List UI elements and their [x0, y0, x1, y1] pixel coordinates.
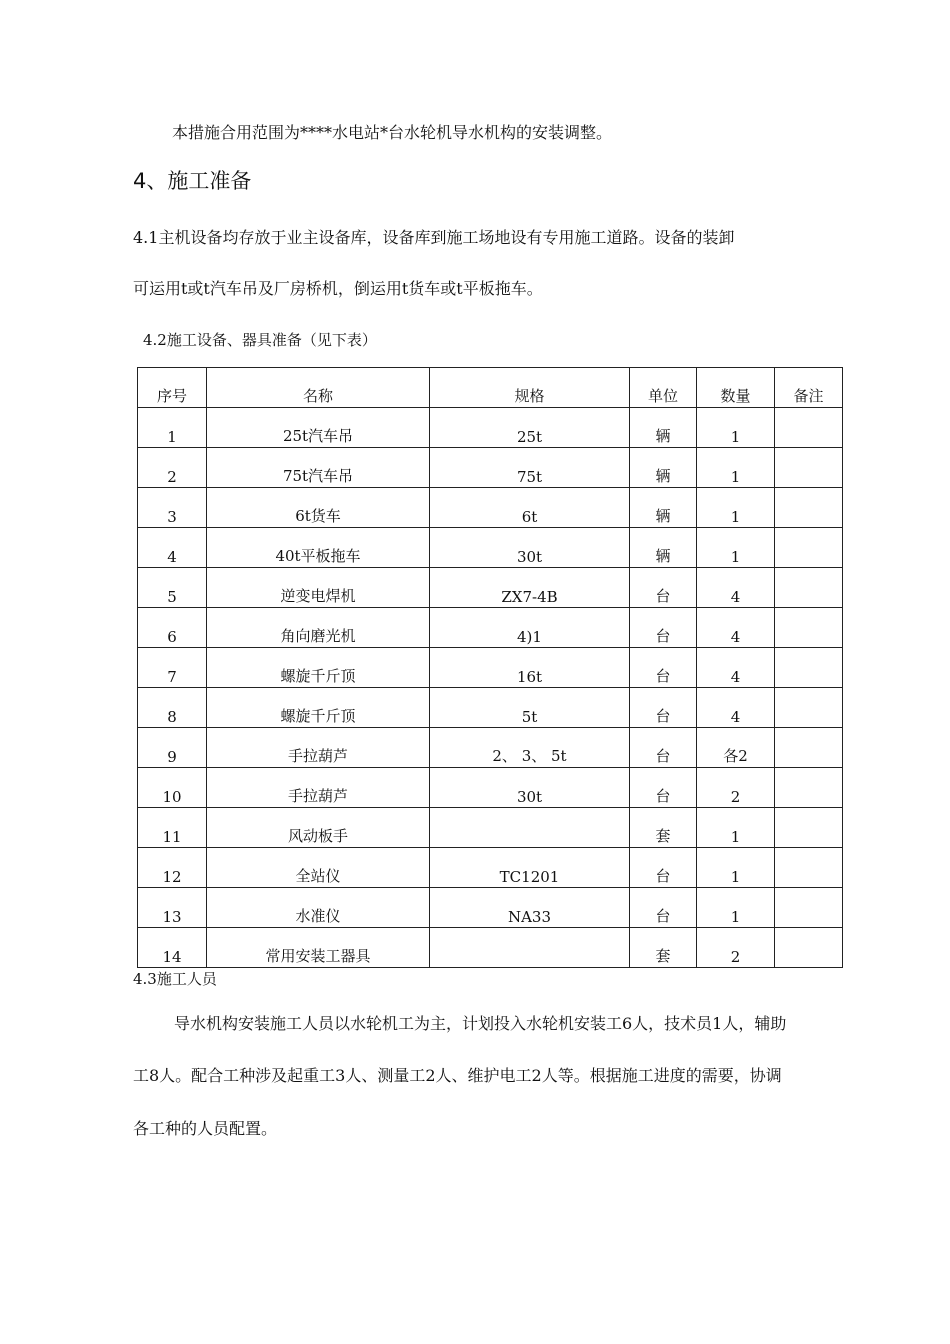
cell-spec: 5t [430, 688, 630, 728]
cell-index: 4 [138, 528, 207, 568]
cell-quantity: 1 [697, 808, 775, 848]
cell-unit: 台 [630, 888, 697, 928]
cell-unit: 台 [630, 728, 697, 768]
cell-remarks [775, 448, 843, 488]
cell-name: 螺旋千斤顶 [207, 648, 430, 688]
section-heading: 4、施工准备 [133, 169, 252, 193]
table-row [138, 688, 843, 728]
cell-spec: 75t [430, 448, 630, 488]
cell-spec: 30t [430, 528, 630, 568]
cell-unit: 套 [630, 808, 697, 848]
paragraph-4-2-caption: 4.2施工设备、器具准备（见下表） [143, 331, 377, 349]
cell-index: 14 [138, 928, 207, 968]
cell-index: 1 [138, 408, 207, 448]
paragraph-4-1-line-2: 可运用t或t汽车吊及厂房桥机，倒运用t货车或t平板拖车。 [133, 279, 543, 298]
header-quantity: 数量 [697, 368, 775, 408]
cell-unit: 台 [630, 568, 697, 608]
header-spec: 规格 [430, 368, 630, 408]
cell-name: 逆变电焊机 [207, 568, 430, 608]
table-row [138, 808, 843, 848]
cell-quantity: 2 [697, 768, 775, 808]
table-row [138, 728, 843, 768]
cell-spec: 30t [430, 768, 630, 808]
cell-name: 75t汽车吊 [207, 448, 430, 488]
table-row [138, 848, 843, 888]
cell-quantity: 1 [697, 888, 775, 928]
table-header-row [138, 368, 843, 408]
cell-quantity: 1 [697, 448, 775, 488]
cell-quantity: 2 [697, 928, 775, 968]
header-unit: 单位 [630, 368, 697, 408]
cell-index: 9 [138, 728, 207, 768]
cell-spec: ZX7-4B [430, 568, 630, 608]
cell-remarks [775, 888, 843, 928]
cell-quantity: 4 [697, 688, 775, 728]
table-row [138, 888, 843, 928]
cell-name: 风动板手 [207, 808, 430, 848]
table-row [138, 608, 843, 648]
table-row [138, 448, 843, 488]
header-index: 序号 [138, 368, 207, 408]
cell-name: 全站仪 [207, 848, 430, 888]
cell-index: 13 [138, 888, 207, 928]
paragraph-4-3-heading: 4.3施工人员 [133, 970, 217, 988]
cell-remarks [775, 528, 843, 568]
cell-unit: 辆 [630, 448, 697, 488]
scope-paragraph: 本措施合用范围为****水电站*台水轮机导水机构的安装调整。 [172, 123, 613, 142]
cell-remarks [775, 768, 843, 808]
cell-name: 螺旋千斤顶 [207, 688, 430, 728]
cell-spec: NA33 [430, 888, 630, 928]
cell-spec: 16t [430, 648, 630, 688]
cell-unit: 台 [630, 688, 697, 728]
cell-unit: 台 [630, 848, 697, 888]
cell-quantity: 4 [697, 568, 775, 608]
cell-index: 7 [138, 648, 207, 688]
table-row [138, 928, 843, 968]
table-row [138, 648, 843, 688]
staff-paragraph-line-3: 各工种的人员配置。 [133, 1119, 278, 1138]
cell-remarks [775, 928, 843, 968]
cell-index: 10 [138, 768, 207, 808]
cell-unit: 辆 [630, 528, 697, 568]
cell-unit: 台 [630, 768, 697, 808]
cell-quantity: 1 [697, 528, 775, 568]
table-row [138, 488, 843, 528]
cell-spec: TC1201 [430, 848, 630, 888]
table-body [138, 408, 843, 968]
table-row [138, 408, 843, 448]
cell-remarks [775, 728, 843, 768]
cell-index: 8 [138, 688, 207, 728]
cell-name: 角向磨光机 [207, 608, 430, 648]
cell-unit: 辆 [630, 408, 697, 448]
cell-spec: 4)1 [430, 608, 630, 648]
cell-index: 11 [138, 808, 207, 848]
cell-remarks [775, 408, 843, 448]
cell-unit: 台 [630, 648, 697, 688]
cell-spec [430, 928, 630, 968]
cell-remarks [775, 688, 843, 728]
cell-quantity: 1 [697, 488, 775, 528]
table-row [138, 568, 843, 608]
cell-name: 40t平板拖车 [207, 528, 430, 568]
cell-quantity: 4 [697, 648, 775, 688]
cell-index: 12 [138, 848, 207, 888]
staff-paragraph-line-2: 工8人。配合工种涉及起重工3人、测量工2人、维护电工2人等。根据施工进度的需要，协调 [133, 1066, 782, 1085]
cell-unit: 台 [630, 608, 697, 648]
table-row [138, 528, 843, 568]
cell-quantity: 1 [697, 848, 775, 888]
cell-index: 3 [138, 488, 207, 528]
equipment-table [137, 367, 843, 968]
cell-quantity: 各2 [697, 728, 775, 768]
cell-spec: 25t [430, 408, 630, 448]
table-row [138, 768, 843, 808]
cell-name: 手拉葫芦 [207, 768, 430, 808]
cell-remarks [775, 648, 843, 688]
cell-remarks [775, 488, 843, 528]
cell-quantity: 4 [697, 608, 775, 648]
cell-name: 25t汽车吊 [207, 408, 430, 448]
cell-remarks [775, 808, 843, 848]
cell-name: 手拉葫芦 [207, 728, 430, 768]
cell-spec: 2、 3、 5t [430, 728, 630, 768]
cell-spec: 6t [430, 488, 630, 528]
cell-name: 常用安装工器具 [207, 928, 430, 968]
header-remarks: 备注 [775, 368, 843, 408]
cell-quantity: 1 [697, 408, 775, 448]
cell-name: 水准仪 [207, 888, 430, 928]
cell-remarks [775, 568, 843, 608]
paragraph-4-1-line-1: 4.1主机设备均存放于业主设备库，设备库到施工场地设有专用施工道路。设备的装卸 [133, 228, 735, 247]
cell-index: 2 [138, 448, 207, 488]
staff-paragraph-line-1: 导水机构安装施工人员以水轮机工为主，计划投入水轮机安装工6人，技术员1人，辅助 [174, 1014, 787, 1033]
cell-spec [430, 808, 630, 848]
cell-remarks [775, 848, 843, 888]
cell-unit: 套 [630, 928, 697, 968]
cell-remarks [775, 608, 843, 648]
cell-name: 6t货车 [207, 488, 430, 528]
cell-index: 6 [138, 608, 207, 648]
header-name: 名称 [207, 368, 430, 408]
cell-unit: 辆 [630, 488, 697, 528]
cell-index: 5 [138, 568, 207, 608]
